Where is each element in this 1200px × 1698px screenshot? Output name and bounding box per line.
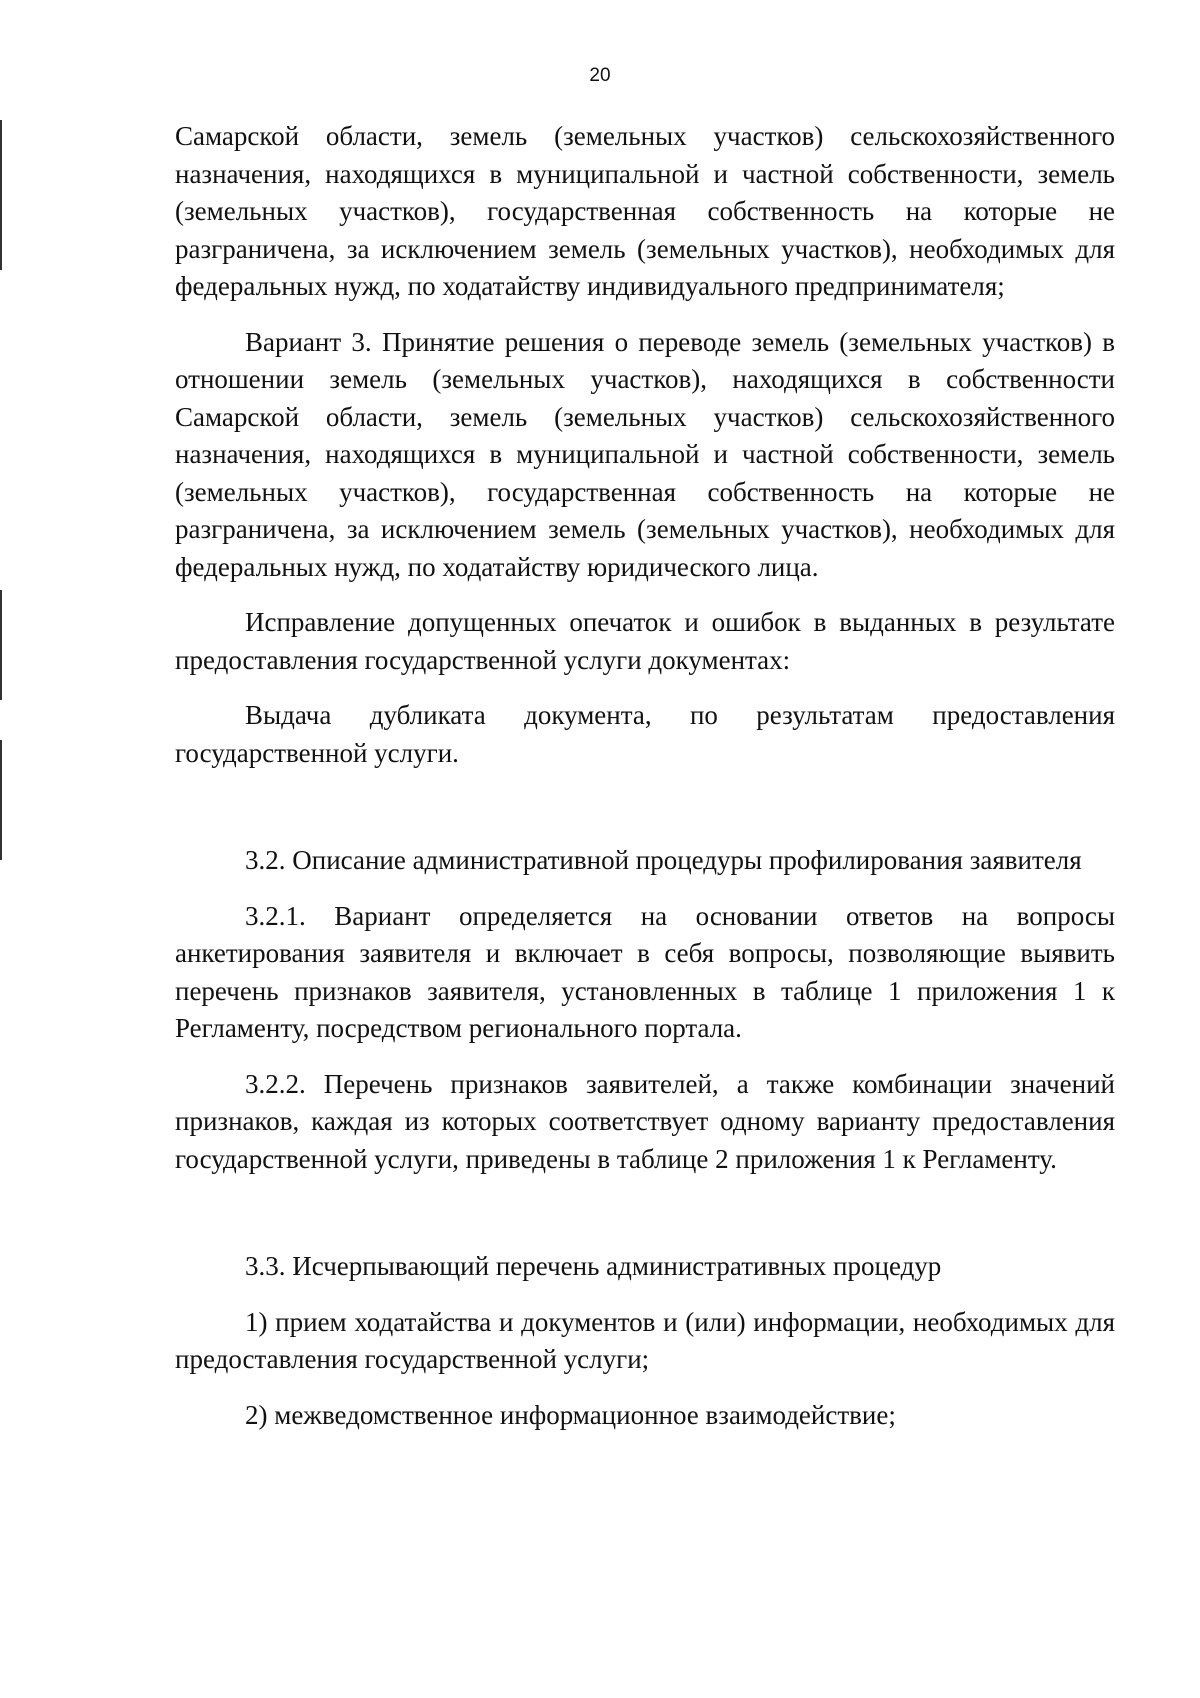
scan-edge-mark <box>0 740 2 860</box>
scan-edge-mark <box>0 120 2 270</box>
list-item-1: 1) прием ходатайства и документов и (или) информации, необходимых для предоставления государственной услуги; <box>175 1306 1115 1374</box>
paragraph-continuation: Самарской области, земель (земельных участков) сельскохозяйственного назначения, находящихся в муниципальной и частной собственности, земель (земельных участков), государственная собственность на которые не разграничена, за исключением земель (земельных участков), необходимых для федеральных нужд, по ходатайству индивидуального предпринимателя; <box>175 121 1115 301</box>
paragraph-corrections: Исправление допущенных опечаток и ошибок в выданных в результате предоставления государственной услуги документах: <box>175 607 1115 675</box>
scan-edge-mark <box>0 590 2 700</box>
page-number: 20 <box>589 65 611 86</box>
paragraph-3-2-2: 3.2.2. Перечень признаков заявителей, а также комбинации значений признаков, каждая из которых соответствует одному варианту предоставления государственной услуги, приведены в таблице 2 приложения 1 к Регламенту. <box>175 1068 1115 1174</box>
list-item-2: 2) межведомственное информационное взаимодействие; <box>245 1399 896 1430</box>
document-body <box>175 118 1115 1434</box>
paragraph-variant-3: Вариант 3. Принятие решения о переводе земель (земельных участков) в отношении земель (земельных участков), находящихся в собственности Самарской области, земель (земельных участков) сельскохозяйственного назначения, находящихся в муниципальной и частной собственности, земель (земельных участков), государственная собственность на которые не разграничена, за исключением земель (земельных участков), необходимых для федеральных нужд, по ходатайству юридического лица. <box>175 326 1115 582</box>
paragraph-3-2-1: 3.2.1. Вариант определяется на основании ответов на вопросы анкетирования заявителя и включает в себя вопросы, позволяющие выявить перечень признаков заявителя, установленных в таблице 1 приложения 1 к Регламенту, посредством регионального портала. <box>175 900 1115 1043</box>
section-heading-3-3: 3.3. Исчерпывающий перечень административных процедур <box>245 1251 942 1281</box>
paragraph-duplicate: Выдача дубликата документа, по результатам предоставления государственной услуги. <box>175 700 1115 768</box>
section-heading-3-2: 3.2. Описание административной процедуры профилирования заявителя <box>245 845 1082 875</box>
